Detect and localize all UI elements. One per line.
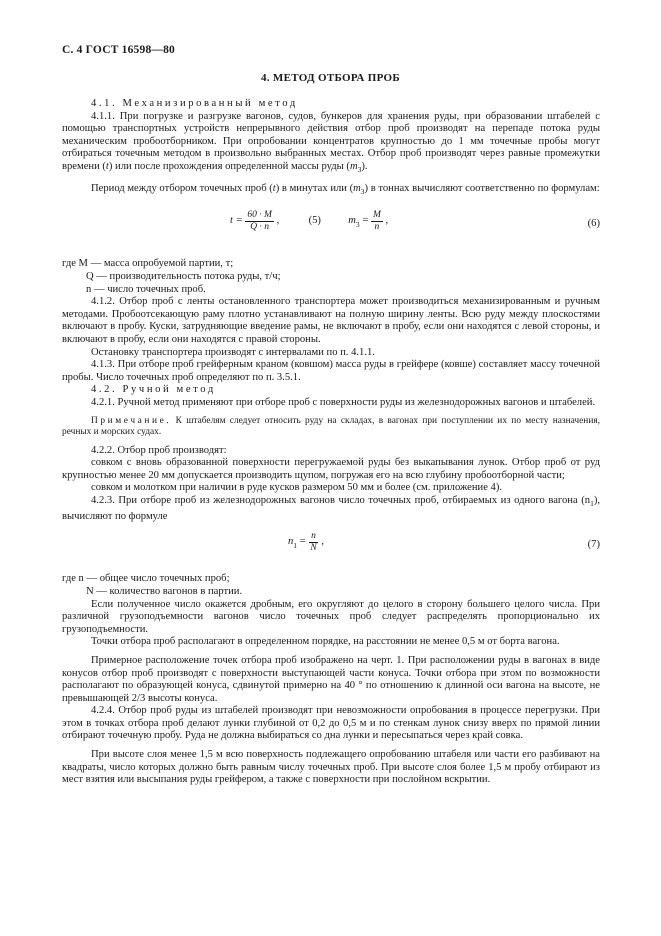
paragraph-scheme: Примерное расположение точек отбора проб изображено на черт. 1. При расположении руды в вагонах в виде конусов отбор проб производят с поверхности выступающей части конуса. Точки отбора при этом по возможности располагают по образующей конуса, сдвинутой примерно на 40 ° по отношению к длинной оси вагона на высоте, не превышающей 2/3 высоты конуса. (62, 654, 600, 704)
where-wagons-n: N — количество вагонов в партии. (86, 585, 243, 597)
subsection-heading-4-1: 4.1. Механизированный метод (91, 98, 298, 109)
where-m: где M — масса опробуемой партии, т; (62, 258, 234, 270)
page-header: С. 4 ГОСТ 16598—80 (62, 44, 175, 56)
formula-7-number: (7) (587, 539, 600, 551)
paragraph-4-2-3: 4.2.3. При отборе проб из железнодорожных вагонов число точечных проб, отбираемых из одного вагона $(n_1)$, вычисляют по формуле (62, 495, 600, 522)
paragraph-height: При высоте слоя менее 1,5 м всю поверхность подлежащего опробованию штабеля или части его разбивают на квадраты, число которых должно быть равным числу точечных проб. При высоте слоя более 1,5 м пробу отбирают из мест взятия или высыпания руды грейфером, а также с поверхности при послойном вскрытии. (62, 749, 600, 786)
where-total-n: где n — общее число точечных проб; (62, 573, 230, 585)
paragraph-4-2-2: 4.2.2. Отбор проб производят: (91, 444, 227, 456)
paragraph-points: Точки отбора проб располагают в определенном порядке, на расстоянии не менее 0,5 м от борта вагона. (91, 636, 560, 648)
paragraph-rounding: Если полученное число окажется дробным, его округляют до целого в сторону большего целого числа. При различной грузоподъемности вагонов число точечных проб следует распределять пропорционально их грузоподъемности. (62, 598, 600, 635)
paragraph-period: Период между отбором точечных проб (t) в минутах или $(m_3)$ в тоннах вычисляют соответственно по формулам: (91, 182, 600, 196)
section-title: 4. МЕТОД ОТБОРА ПРОБ (261, 72, 400, 84)
paragraph-4-2-2-a: совком с вновь образованной поверхности перегружаемой руды без выкапывания лунок. Отбор проб от руд крупностью менее 20 мм допускается производить щупом, погружая его на всю глубину пробоотборной части; (62, 457, 600, 481)
paragraph-4-2-4: 4.2.4. Отбор проб руды из штабелей производят при невозможности опробования в процессе перегрузки. При этом в точках отбора проб делают лунки глубиной от 0,2 до 0,5 м и по стенкам лунок снизу вверх по прямой линии отбирают точечную пробу. Руда не должна выбираться со дна лунки и пересыпаться через край совка. (62, 705, 600, 742)
formula-5: t = $\frac{60 \cdot M}{Q \cdot n}$ , (5) $m_3$ = $\frac{M}{n}$ , (230, 210, 389, 233)
document-body (62, 98, 600, 787)
note: Примечание. К штабелям следует относить руду на складах, в вагонах при поступлении их по месту назначения, речных и морских судах. (62, 415, 600, 438)
formula-5-number: (5) (308, 215, 321, 227)
paragraph-4-1-1: 4.1.1. При погрузке и разгрузке вагонов, судов, бункеров для хранения руды, при образовании штабелей с помощью транспортных устройств непрерывного действия отбор проб производят на перепаде потока руды механическим пробоотборником. При опробовании концентратов крупностью до 1 мм точечные пробы могут отбираться точечным методом в произвольно выбранных местах. Отбор проб производят через равные промежутки времени (t) или после прохождения определенной массы руды $(m_3)$. (62, 110, 600, 175)
formula-5-6 (62, 206, 600, 252)
paragraph-4-1-2: 4.1.2. Отбор проб с ленты остановленного транспортера может производиться механизированным и ручным методами. Пробоотсекающую раму плотно устанавливают на полную ширину ленты. Всю руду между плоскостями включают в пробу. Куски, затрудняющие введение рамы, не включают в пробу, если они находятся с левой стороны, и включают в пробу, если они находятся с правой стороны. (62, 296, 600, 345)
where-n: n — число точечных проб. (86, 283, 206, 295)
formula-7: $n_1$ = $\frac{n}{N}$ , (7) (288, 531, 600, 554)
paragraph-4-2-1: 4.2.1. Ручной метод применяют при отборе проб с поверхности руды из железнодорожных вагонов и штабелей. (91, 396, 596, 408)
subsection-heading-4-2: 4.2. Ручной метод (91, 384, 216, 396)
paragraph-4-2-2-b: совком и молотком при наличии в руде кусков размером 50 мм и более (см. приложение 4). (91, 482, 503, 494)
where-q: Q — производительность потока руды, т/ч; (86, 270, 281, 282)
formula-6-number: (6) (587, 218, 600, 230)
paragraph-4-1-2-b: Остановку транспортера производят с интервалами по п. 4.1.1. (91, 346, 375, 358)
paragraph-4-1-3: 4.1.3. При отборе проб грейферным краном (ковшом) масса руды в грейфере (ковше) составляет массу точечной пробы. Число точечных проб определяют по п. 3.5.1. (62, 359, 600, 383)
